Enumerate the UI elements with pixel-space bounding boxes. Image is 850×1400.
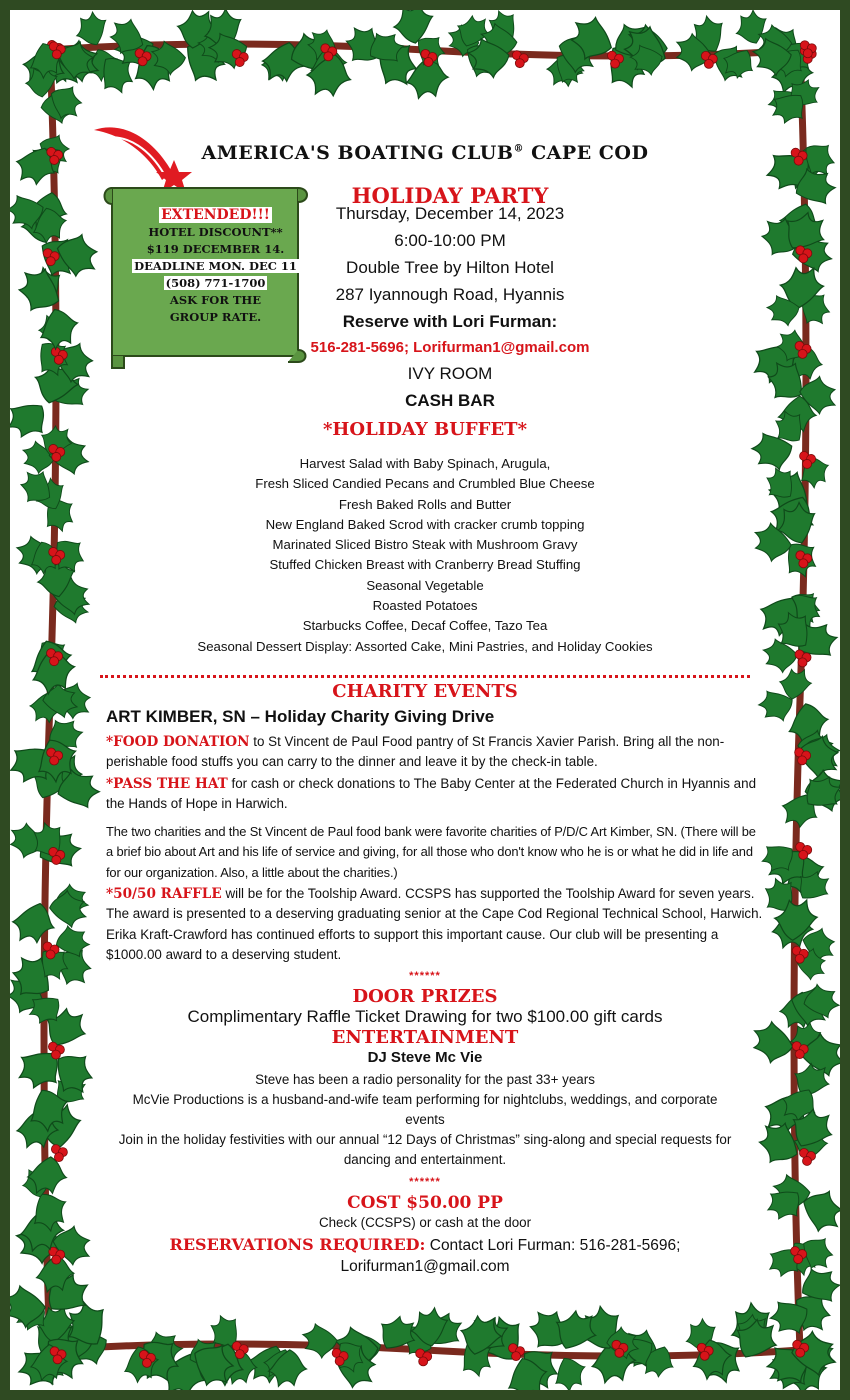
ask-line: ASK FOR THE [169, 293, 262, 307]
charity-title: CHARITY EVENTS [332, 681, 518, 702]
flyer-frame [10, 10, 840, 1390]
reservations-line: RESERVATIONS REQUIRED: Contact Lori Furman: 516-281-5696; Lorifurman1@gmail.com [169, 1235, 681, 1275]
door-prizes-title: DOOR PRIZES [352, 986, 498, 1007]
raffle-paragraph: *50/50 RAFFLE will be for the Toolship Award. CCSPS has supported the Toolship Award for seven years. The award is presented to a deserving graduating senior at the Cape Cod Regional Technical School, Harwich. Erika Kraft-Crawford has continued efforts to support this important cause. Our club will be presenting a $1000.00 award to a deserving student. [106, 886, 763, 962]
menu-item: New England Baked Scrod with cracker crumb topping [265, 516, 585, 532]
menu-item: Roasted Potatoes [372, 598, 478, 614]
menu-item: Fresh Baked Rolls and Butter [338, 496, 512, 512]
room-name: IVY ROOM [407, 364, 493, 383]
cost-title: COST $50.00 PP [347, 1193, 503, 1213]
hotel-discount-line: HOTEL DISCOUNT** [148, 225, 283, 239]
party-date: Thursday, December 14, 2023 [335, 204, 565, 223]
party-venue: Double Tree by Hilton Hotel [346, 258, 554, 277]
deadline-line: DEADLINE MON. DEC 11 [134, 259, 297, 273]
extended-label: EXTENDED!!! [161, 207, 270, 223]
party-address: 287 Iyannough Road, Hyannis [335, 285, 565, 304]
reservations-label: RESERVATIONS REQUIRED: [169, 1235, 426, 1254]
menu-item: Marinated Sliced Bistro Steak with Mushroom Gravy [272, 537, 578, 553]
section-divider [100, 675, 750, 678]
singalong-text: Join in the holiday festivities with our annual “12 Days of Christmas” sing-along and special requests for dancing and entertainment. [118, 1132, 732, 1168]
food-donation-paragraph: *FOOD DONATION to St Vincent de Paul Food pantry of St Francis Xavier Parish. Bring all the non-perishable food stuffs you can carry to the dinner and leave it by the check-in table. [106, 734, 725, 770]
buffet-title: *HOLIDAY BUFFET* [323, 419, 527, 440]
hotel-rate-line: $119 DECEMBER 14. [146, 242, 285, 256]
dj-company: McVie Productions is a husband-and-wife team performing for nightclubs, weddings, and corporate events [132, 1092, 718, 1128]
food-donation-label: *FOOD DONATION [106, 734, 250, 750]
dj-bio: Steve has been a radio personality for the past 33+ years [255, 1072, 595, 1087]
party-title: HOLIDAY PARTY [351, 183, 549, 208]
cost-text: Check (CCSPS) or cash at the door [318, 1215, 532, 1230]
entertainment-title: ENTERTAINMENT [331, 1027, 519, 1048]
menu-item: Starbucks Coffee, Decaf Coffee, Tazo Tea [302, 618, 548, 634]
charity-note: The two charities and the St Vincent de Paul food bank were favorite charities of P/D/C Art Kimber, SN. (There will be a brief bio about Art and his life of service and giving, for all those who don't know who he is or what he did in life and for our organization. Also, a little about the charities.) [106, 824, 756, 880]
pass-the-hat-label: *PASS THE HAT [106, 776, 228, 792]
reservations-email: Lorifurman1@gmail.com [340, 1258, 510, 1275]
cash-bar: CASH BAR [405, 391, 495, 410]
dj-name: DJ Steve Mc Vie [367, 1049, 483, 1066]
reserve-label: Reserve with Lori Furman: [342, 312, 558, 331]
raffle-label: *50/50 RAFFLE [106, 886, 222, 902]
charity-subtitle: ART KIMBER, SN – Holiday Charity Giving Drive [106, 707, 495, 726]
menu-item: Seasonal Dessert Display: Assorted Cake, Mini Pastries, and Holiday Cookies [197, 638, 653, 654]
page-title: AMERICA'S BOATING CLUB® CAPE COD [201, 142, 649, 164]
hotel-phone-line: (508) 771-1700 [165, 276, 266, 290]
menu-item: Fresh Sliced Candied Pecans and Crumbled Blue Cheese [255, 476, 595, 492]
buffet-menu [100, 454, 750, 657]
reserve-contact: 516-281-5696; Lorifurman1@gmail.com [310, 339, 590, 356]
menu-item: Stuffed Chicken Breast with Cranberry Bread Stuffing [269, 557, 581, 573]
separator-stars: ****** [409, 970, 441, 982]
pass-the-hat-paragraph: *PASS THE HAT for cash or check donations to The Baby Center at the Federated Church in Hyannis and the Hands of Hope in Harwich. [106, 776, 757, 812]
menu-item: Seasonal Vegetable [366, 577, 484, 593]
door-prizes-text: Complimentary Raffle Ticket Drawing for two $100.00 gift cards [187, 1007, 663, 1026]
separator-stars: ****** [409, 1176, 441, 1188]
party-time: 6:00-10:00 PM [394, 231, 506, 250]
group-rate-line: GROUP RATE. [169, 310, 262, 324]
menu-item: Harvest Salad with Baby Spinach, Arugula, [299, 456, 551, 471]
